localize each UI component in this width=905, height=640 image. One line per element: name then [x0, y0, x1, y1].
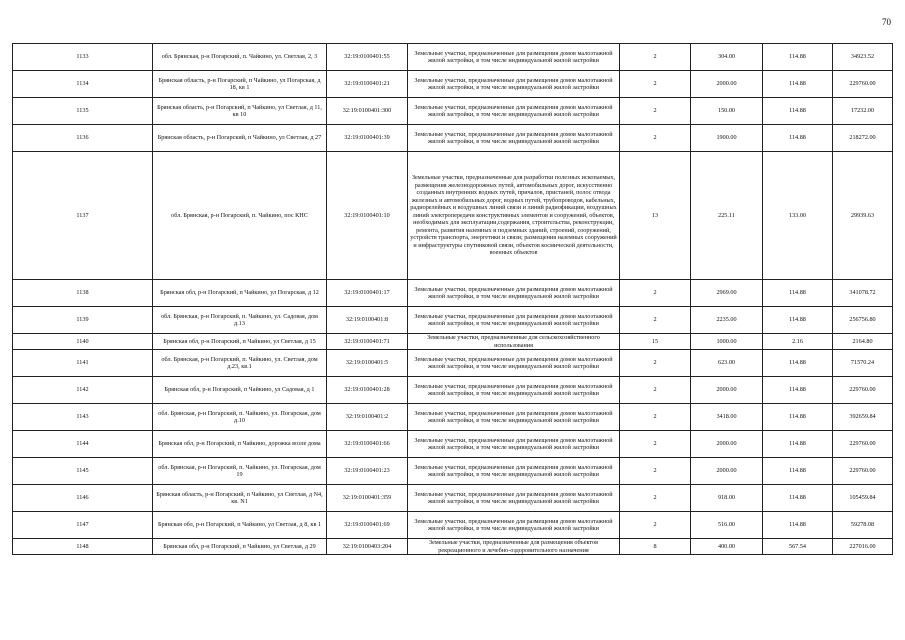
specific-value-cell: 114.88 [763, 125, 833, 152]
cadastral-number-cell: 32:19:0100401:55 [327, 44, 408, 71]
land-use-cell: Земельные участки, предназначенные для разработки полезных ископаемых, размещения железнодорожных путей, автомобильных дорог, искусственно созданных внутренних водных путей, причалов, пристаней, полос отвода железных и автомобильных дорог, водных путей, трубопроводов, кабельных, радиорелейных и воздушных линий связи и линий радиофикации, воздушных линий электропередачи конструктивных элементов и сооружений, объектов, необходимых для эксплуатации,содержания, строительства, реконструкции, ремонта, развития наземных и подземных зданий, строений, сооружений, устройств транспорта, энергетики и связи; размещения наземных сооружений и инфраструктуры спутниковой связи, объектов космической деятельности, военных объектов [408, 152, 620, 280]
row-number: 1142 [13, 377, 153, 404]
cadastral-number-cell: 32:19:0100401:71 [327, 334, 408, 350]
cadastral-number-cell: 32:19:0100403:204 [327, 539, 408, 555]
land-use-cell: Земельные участки, предназначенные для размещения домов малоэтажной жилой застройки, в том числе индивидуальной жилой застройки [408, 485, 620, 512]
specific-value-cell: 114.88 [763, 431, 833, 458]
use-group-code-cell: 2 [620, 280, 691, 307]
specific-value-cell: 114.88 [763, 458, 833, 485]
use-group-code-cell: 2 [620, 71, 691, 98]
table-row [13, 458, 893, 485]
area-cell: 516.00 [691, 512, 763, 539]
cadastral-number-cell: 32:19:0100401:300 [327, 98, 408, 125]
cadastral-number-cell: 32:19:0100401:66 [327, 431, 408, 458]
page-number: 70 [882, 17, 891, 27]
specific-value-cell: 114.88 [763, 280, 833, 307]
address-cell: обл. Брянская, р-н Погарский, п. Чайкино, ул. Погарская, дом 19 [153, 458, 327, 485]
table-row [13, 377, 893, 404]
row-number: 1143 [13, 404, 153, 431]
table-row [13, 44, 893, 71]
land-use-cell: Земельные участки, предназначенные для размещения домов малоэтажной жилой застройки, в том числе индивидуальной жилой застройки [408, 431, 620, 458]
table-row [13, 539, 893, 555]
land-use-cell: Земельные участки, предназначенные для размещения домов малоэтажной жилой застройки, в том числе индивидуальной жилой застройки [408, 71, 620, 98]
cadastral-value-cell: 229760.00 [833, 431, 893, 458]
table-row [13, 98, 893, 125]
cadastral-number-cell: 32:19:0100401:28 [327, 377, 408, 404]
land-use-cell: Земельные участки, предназначенные для размещения домов малоэтажной жилой застройки, в том числе индивидуальной жилой застройки [408, 44, 620, 71]
specific-value-cell: 114.88 [763, 350, 833, 377]
address-cell: обл. Брянская, р-н Погарский, п. Чайкино, ул. Погарская, дом д.10 [153, 404, 327, 431]
address-cell: Брянская обл, р-н Погарский, п Чайкино, ул Садовая, д 1 [153, 377, 327, 404]
cadastral-value-cell: 229760.00 [833, 458, 893, 485]
address-cell: Брянская обл, р-н Погарский, п Чайкино, дорожка возле дома [153, 431, 327, 458]
area-cell: 150.00 [691, 98, 763, 125]
land-use-cell: Земельные участки, предназначенные для размещения объектов рекреационного и лечебно-оздоровительного назначения [408, 539, 620, 555]
row-number: 1140 [13, 334, 153, 350]
use-group-code-cell: 2 [620, 431, 691, 458]
specific-value-cell: 114.88 [763, 404, 833, 431]
address-cell: Брянская обл, р-н Погарский, п Чайкино, ул Погарская, д 12 [153, 280, 327, 307]
use-group-code-cell: 2 [620, 377, 691, 404]
table-row [13, 404, 893, 431]
cadastral-number-cell: 32:19:0100401:5 [327, 350, 408, 377]
table-row [13, 350, 893, 377]
land-use-cell: Земельные участки, предназначенные для размещения домов малоэтажной жилой застройки, в том числе индивидуальной жилой застройки [408, 307, 620, 334]
address-cell: Брянская область, р-н Погарский, п Чайкино, ул Светлая, д 27 [153, 125, 327, 152]
area-cell: 1900.00 [691, 125, 763, 152]
table-row [13, 334, 893, 350]
address-cell: Брянская область, р-н Погарский, п Чайкино, ул Светлая, д N4, кв. N1 [153, 485, 327, 512]
cadastral-number-cell: 32:19:0100401:2 [327, 404, 408, 431]
table-row [13, 512, 893, 539]
cadastral-number-cell: 32:19:0100401:69 [327, 512, 408, 539]
specific-value-cell: 114.88 [763, 512, 833, 539]
table-row [13, 125, 893, 152]
specific-value-cell: 133.00 [763, 152, 833, 280]
row-number: 1136 [13, 125, 153, 152]
cadastral-number-cell: 32:19:0100401:10 [327, 152, 408, 280]
area-cell: 918.00 [691, 485, 763, 512]
row-number: 1147 [13, 512, 153, 539]
cadastral-number-cell: 32:19:0100401:17 [327, 280, 408, 307]
address-cell: Брянская область, р-н Погарский, п Чайкино, ул Погарская, д 18, кв 1 [153, 71, 327, 98]
use-group-code-cell: 2 [620, 125, 691, 152]
area-cell: 400.00 [691, 539, 763, 555]
area-cell: 2969.00 [691, 280, 763, 307]
area-cell: 304.00 [691, 44, 763, 71]
area-cell: 3418.00 [691, 404, 763, 431]
area-cell: 2000.00 [691, 431, 763, 458]
table-row [13, 307, 893, 334]
cadastral-value-cell: 105459.84 [833, 485, 893, 512]
specific-value-cell: 2.16 [763, 334, 833, 350]
land-use-cell: Земельные участки, предназначенные для сельскохозяйственного использования [408, 334, 620, 350]
row-number: 1148 [13, 539, 153, 555]
address-cell: обл. Брянская, р-н Погарский, п. Чайкино, ул. Светлая, дом д.23, кв.1 [153, 350, 327, 377]
address-cell: обл. Брянская, р-н Погарский, п. Чайкино, ул. Светлая, 2, 3 [153, 44, 327, 71]
specific-value-cell: 114.88 [763, 71, 833, 98]
cadastral-value-cell: 229760.00 [833, 377, 893, 404]
land-use-cell: Земельные участки, предназначенные для размещения домов малоэтажной жилой застройки, в том числе индивидуальной жилой застройки [408, 125, 620, 152]
use-group-code-cell: 2 [620, 98, 691, 125]
specific-value-cell: 567.54 [763, 539, 833, 555]
address-cell: Брянская обл, р-н Погарский, п Чайкино, ул Светлая, д 8, кв 1 [153, 512, 327, 539]
row-number: 1141 [13, 350, 153, 377]
land-use-cell: Земельные участки, предназначенные для размещения домов малоэтажной жилой застройки, в том числе индивидуальной жилой застройки [408, 350, 620, 377]
use-group-code-cell: 2 [620, 404, 691, 431]
cadastral-number-cell: 32:19:0100401:39 [327, 125, 408, 152]
use-group-code-cell: 2 [620, 485, 691, 512]
use-group-code-cell: 2 [620, 350, 691, 377]
cadastral-number-cell: 32:19:0100401:23 [327, 458, 408, 485]
table-row [13, 485, 893, 512]
table-row [13, 280, 893, 307]
use-group-code-cell: 13 [620, 152, 691, 280]
use-group-code-cell: 2 [620, 44, 691, 71]
cadastral-value-cell: 341078.72 [833, 280, 893, 307]
cadastral-value-cell: 229760.00 [833, 71, 893, 98]
land-use-cell: Земельные участки, предназначенные для размещения домов малоэтажной жилой застройки, в том числе индивидуальной жилой застройки [408, 512, 620, 539]
cadastral-number-cell: 32:19:0100401:8 [327, 307, 408, 334]
specific-value-cell: 114.88 [763, 44, 833, 71]
land-use-cell: Земельные участки, предназначенные для размещения домов малоэтажной жилой застройки, в том числе индивидуальной жилой застройки [408, 280, 620, 307]
cadastral-number-cell: 32:19:0100401:21 [327, 71, 408, 98]
specific-value-cell: 114.88 [763, 485, 833, 512]
cadastral-value-cell: 392659.84 [833, 404, 893, 431]
cadastral-value-cell: 71570.24 [833, 350, 893, 377]
use-group-code-cell: 2 [620, 458, 691, 485]
address-cell: Брянская область, р-н Погарский, п Чайкино, ул Светлая, д 11, кв 10 [153, 98, 327, 125]
cadastral-value-cell: 218272.00 [833, 125, 893, 152]
specific-value-cell: 114.88 [763, 98, 833, 125]
row-number: 1133 [13, 44, 153, 71]
cadastral-value-cell: 2164.80 [833, 334, 893, 350]
specific-value-cell: 114.88 [763, 307, 833, 334]
cadastral-number-cell: 32:19:0100401:359 [327, 485, 408, 512]
cadastral-value-cell: 34923.52 [833, 44, 893, 71]
land-use-cell: Земельные участки, предназначенные для размещения домов малоэтажной жилой застройки, в том числе индивидуальной жилой застройки [408, 98, 620, 125]
area-cell: 2235.00 [691, 307, 763, 334]
row-number: 1144 [13, 431, 153, 458]
row-number: 1139 [13, 307, 153, 334]
cadastral-value-cell: 17232.00 [833, 98, 893, 125]
use-group-code-cell: 8 [620, 539, 691, 555]
row-number: 1145 [13, 458, 153, 485]
cadastral-value-cell: 227016.00 [833, 539, 893, 555]
specific-value-cell: 114.88 [763, 377, 833, 404]
area-cell: 2000.00 [691, 377, 763, 404]
area-cell: 225.11 [691, 152, 763, 280]
cadastral-value-cell: 59278.08 [833, 512, 893, 539]
row-number: 1138 [13, 280, 153, 307]
address-cell: обл. Брянская, р-н Погарский, п. Чайкино, ул. Садовая, дом д.13 [153, 307, 327, 334]
address-cell: Брянская обл, р-н Погарский, п Чайкино, ул Светлая, д 15 [153, 334, 327, 350]
area-cell: 1000.00 [691, 334, 763, 350]
use-group-code-cell: 15 [620, 334, 691, 350]
table-row [13, 152, 893, 280]
row-number: 1134 [13, 71, 153, 98]
area-cell: 2000.00 [691, 71, 763, 98]
cadastral-value-cell: 256756.80 [833, 307, 893, 334]
row-number: 1146 [13, 485, 153, 512]
address-cell: Брянская обл, р-н Погарский, п Чайкино, ул Светлая, д 29 [153, 539, 327, 555]
area-cell: 623.00 [691, 350, 763, 377]
land-use-cell: Земельные участки, предназначенные для размещения домов малоэтажной жилой застройки, в том числе индивидуальной жилой застройки [408, 404, 620, 431]
land-use-cell: Земельные участки, предназначенные для размещения домов малоэтажной жилой застройки, в том числе индивидуальной жилой застройки [408, 458, 620, 485]
table-row [13, 71, 893, 98]
cadastral-value-cell: 29939.63 [833, 152, 893, 280]
row-number: 1135 [13, 98, 153, 125]
land-use-cell: Земельные участки, предназначенные для размещения домов малоэтажной жилой застройки, в том числе индивидуальной жилой застройки [408, 377, 620, 404]
area-cell: 2000.00 [691, 458, 763, 485]
table-row [13, 431, 893, 458]
use-group-code-cell: 2 [620, 512, 691, 539]
use-group-code-cell: 2 [620, 307, 691, 334]
address-cell: обл. Брянская, р-н Погарский, п. Чайкино, пос КНС [153, 152, 327, 280]
land-plot-registry-table [12, 43, 893, 555]
row-number: 1137 [13, 152, 153, 280]
